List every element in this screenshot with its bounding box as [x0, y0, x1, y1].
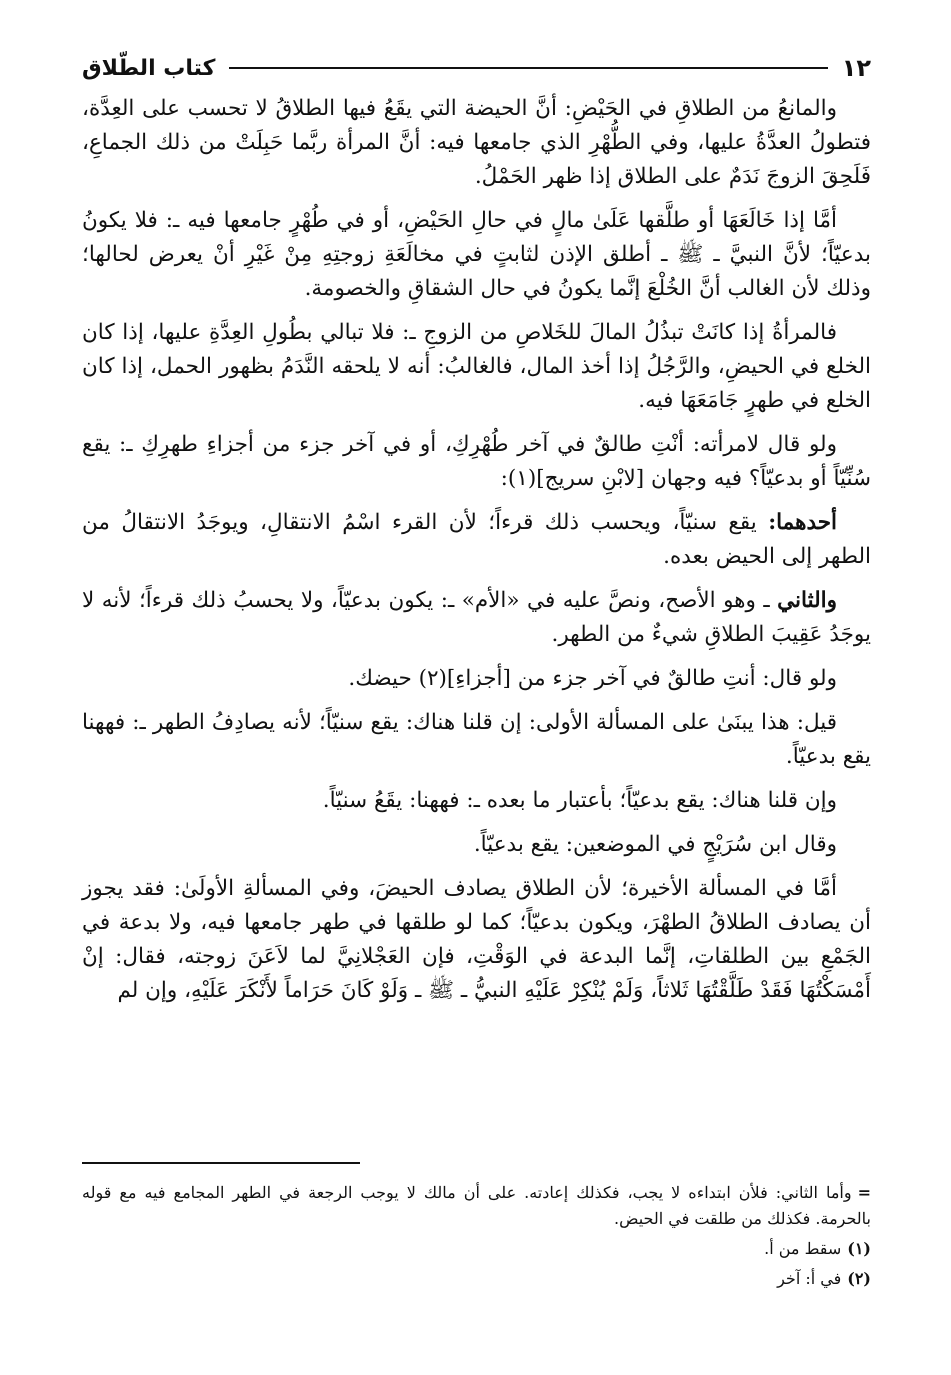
main-text	[82, 92, 871, 1008]
paragraph-lead: أحدهما:	[768, 510, 837, 535]
paragraph	[82, 828, 871, 862]
paragraph	[82, 506, 871, 574]
paragraph-text: قيل: هذا يبنَىٰ على المسألة الأولى: إن قلنا هناك: يقع سنيّاً؛ لأنه يصادِفُ الطهر ـ: فههنا يقع بدعيّاً.	[82, 710, 871, 769]
footnote	[82, 1236, 871, 1262]
paragraph-text: ولو قال: أنتِ طالقٌ في آخر جزء من [أجزاءِ](٢) حيضك.	[348, 666, 837, 691]
paragraph-text: أمَّا في المسألة الأخيرة؛ لأن الطلاق يصادف الحيضَ، وفي المسألةِ الأولَىٰ: فقد يجوز أن يصادف الطلاقُ الطهْرَ، ويكون بدعيّاً؛ كما لو طلقها في طهر جامعها فيه، ولا بدعة في الجَمْعِ بين الطلقاتِ، إنَّما البدعة في الوَقْتِ، فإن العَجْلانِيَّ لما لاَعَنَ زوجته، فقال: إنْ أَمْسَكْتُهَا فَقَدْ طَلَّقْتُهَا ثَلاثاً، وَلَمْ يُنْكِرْ عَلَيْهِ النبيُّ ـ ﷺ ـ وَلَوْ كَانَ حَرَاماً لأَنْكَرَ عَلَيْهِ، وإن لم	[82, 876, 871, 1003]
footnote	[82, 1266, 871, 1292]
footnote-text: وأما الثاني: فلأن ابتداءه لا يجب، فكذلك إعادته. على أن مالك لا يوجب الرجعة في الطهر المجامع فيه مع قوله بالحرمة. فكذلك من طلقت في الحيض.	[82, 1183, 871, 1228]
page-number: ١٢	[841, 54, 871, 82]
footnote-rule	[82, 1162, 360, 1164]
paragraph-text: يقع سنيّاً، ويحسب ذلك قرءاً؛ لأن القرء اسْمُ الانتقالِ، ويوجَدُ الانتقالُ من الطهر إلى الحيض بعده.	[82, 510, 871, 569]
paragraph-text: وقال ابن سُرَيْجٍ في الموضعين: يقع بدعيّاً.	[473, 832, 837, 857]
paragraph-text: فالمرأةُ إذا كانَتْ تبذُلُ المالَ للخَلاصِ من الزوجِ ـ: فلا تبالي بطُولِ العِدَّةِ عليها، إذا كان الخلع في الحيضِ، والرَّجُلُ إذا أخذ المال، فالغالبُ: أنه لا يلحقه النَّدَمُ بظهور الحمل، إذا كان الخلع في طهرٍ جَامَعَهَا فيه.	[82, 320, 871, 413]
footnotes	[82, 1180, 871, 1296]
running-header	[82, 48, 871, 88]
paragraph-text: أمَّا إذا خَالَعَهَا أو طلَّقها عَلَىٰ مالٍ في حالِ الحَيْضِ، أو في طُهْرٍ جامعها فيه ـ: فلا يكونُ بدعيّاً؛ لأنَّ النبيَّ ـ ﷺ ـ أطلق الإذن لثابتٍ في مخالَعَةِ زوجتِهِ مِنْ غَيْرِ أنْ يعرض لحالها؛ وذلك لأن الغالب أنَّ الخُلْعَ إنَّما يكونُ في حال الشقاقِ والخصومة.	[82, 208, 871, 301]
paragraph-text: والمانعُ من الطلاقِ في الحَيْضِ: أنَّ الحيضة التي يقَعُ فيها الطلاقُ لا تحسب على العِدَّة، فتطولُ العدَّةُ عليها، وفي الطُّهْرِ الذي جامعها فيه: أنَّ المرأة ربَّما حَبِلَتْ من ذلك الجماعِ، فَلَحِقَ الزوجَ نَدَمٌ على الطلاق إذا ظهر الحَمْلُ.	[82, 96, 871, 189]
header-rule	[229, 67, 827, 69]
footnote-marker: =	[857, 1183, 871, 1202]
paragraph	[82, 784, 871, 818]
paragraph	[82, 428, 871, 496]
footnote	[82, 1180, 871, 1232]
paragraph-text: ـ وهو الأصح، ونصَّ عليه في «الأم» ـ: يكون بدعيّاً، ولا يحسبُ ذلك قرءاً؛ لأنه لا يوجَدُ عَقِيبَ الطلاقِ شيءٌ من الطهر.	[82, 588, 871, 647]
paragraph-text: وإن قلنا هناك: يقع بدعيّاً؛ بأعتبار ما بعده ـ: فههنا: يقَعُ سنيّاً.	[322, 788, 837, 813]
running-title: كتاب الطّلاق	[82, 55, 216, 81]
paragraph-lead: والثاني	[777, 588, 837, 613]
paragraph	[82, 872, 871, 1008]
paragraph	[82, 706, 871, 774]
paragraph	[82, 662, 871, 696]
paragraph	[82, 584, 871, 652]
footnote-text: سقط من أ.	[764, 1239, 842, 1258]
footnote-marker: (١)	[847, 1239, 871, 1258]
paragraph	[82, 316, 871, 418]
footnote-text: في أ: آخر	[777, 1269, 842, 1288]
paragraph-text: ولو قال لامرأته: أنْتِ طالقٌ في آخر طُهْرِكِ، أو في آخر جزء من أجزاءِ طهرِكِ ـ: يقع سُنِّيّاً أو بدعيّاً؟ فيه وجهان [لابْنِ سريج](١):	[82, 432, 871, 491]
footnote-marker: (٢)	[847, 1269, 871, 1288]
paragraph	[82, 204, 871, 306]
paragraph	[82, 92, 871, 194]
